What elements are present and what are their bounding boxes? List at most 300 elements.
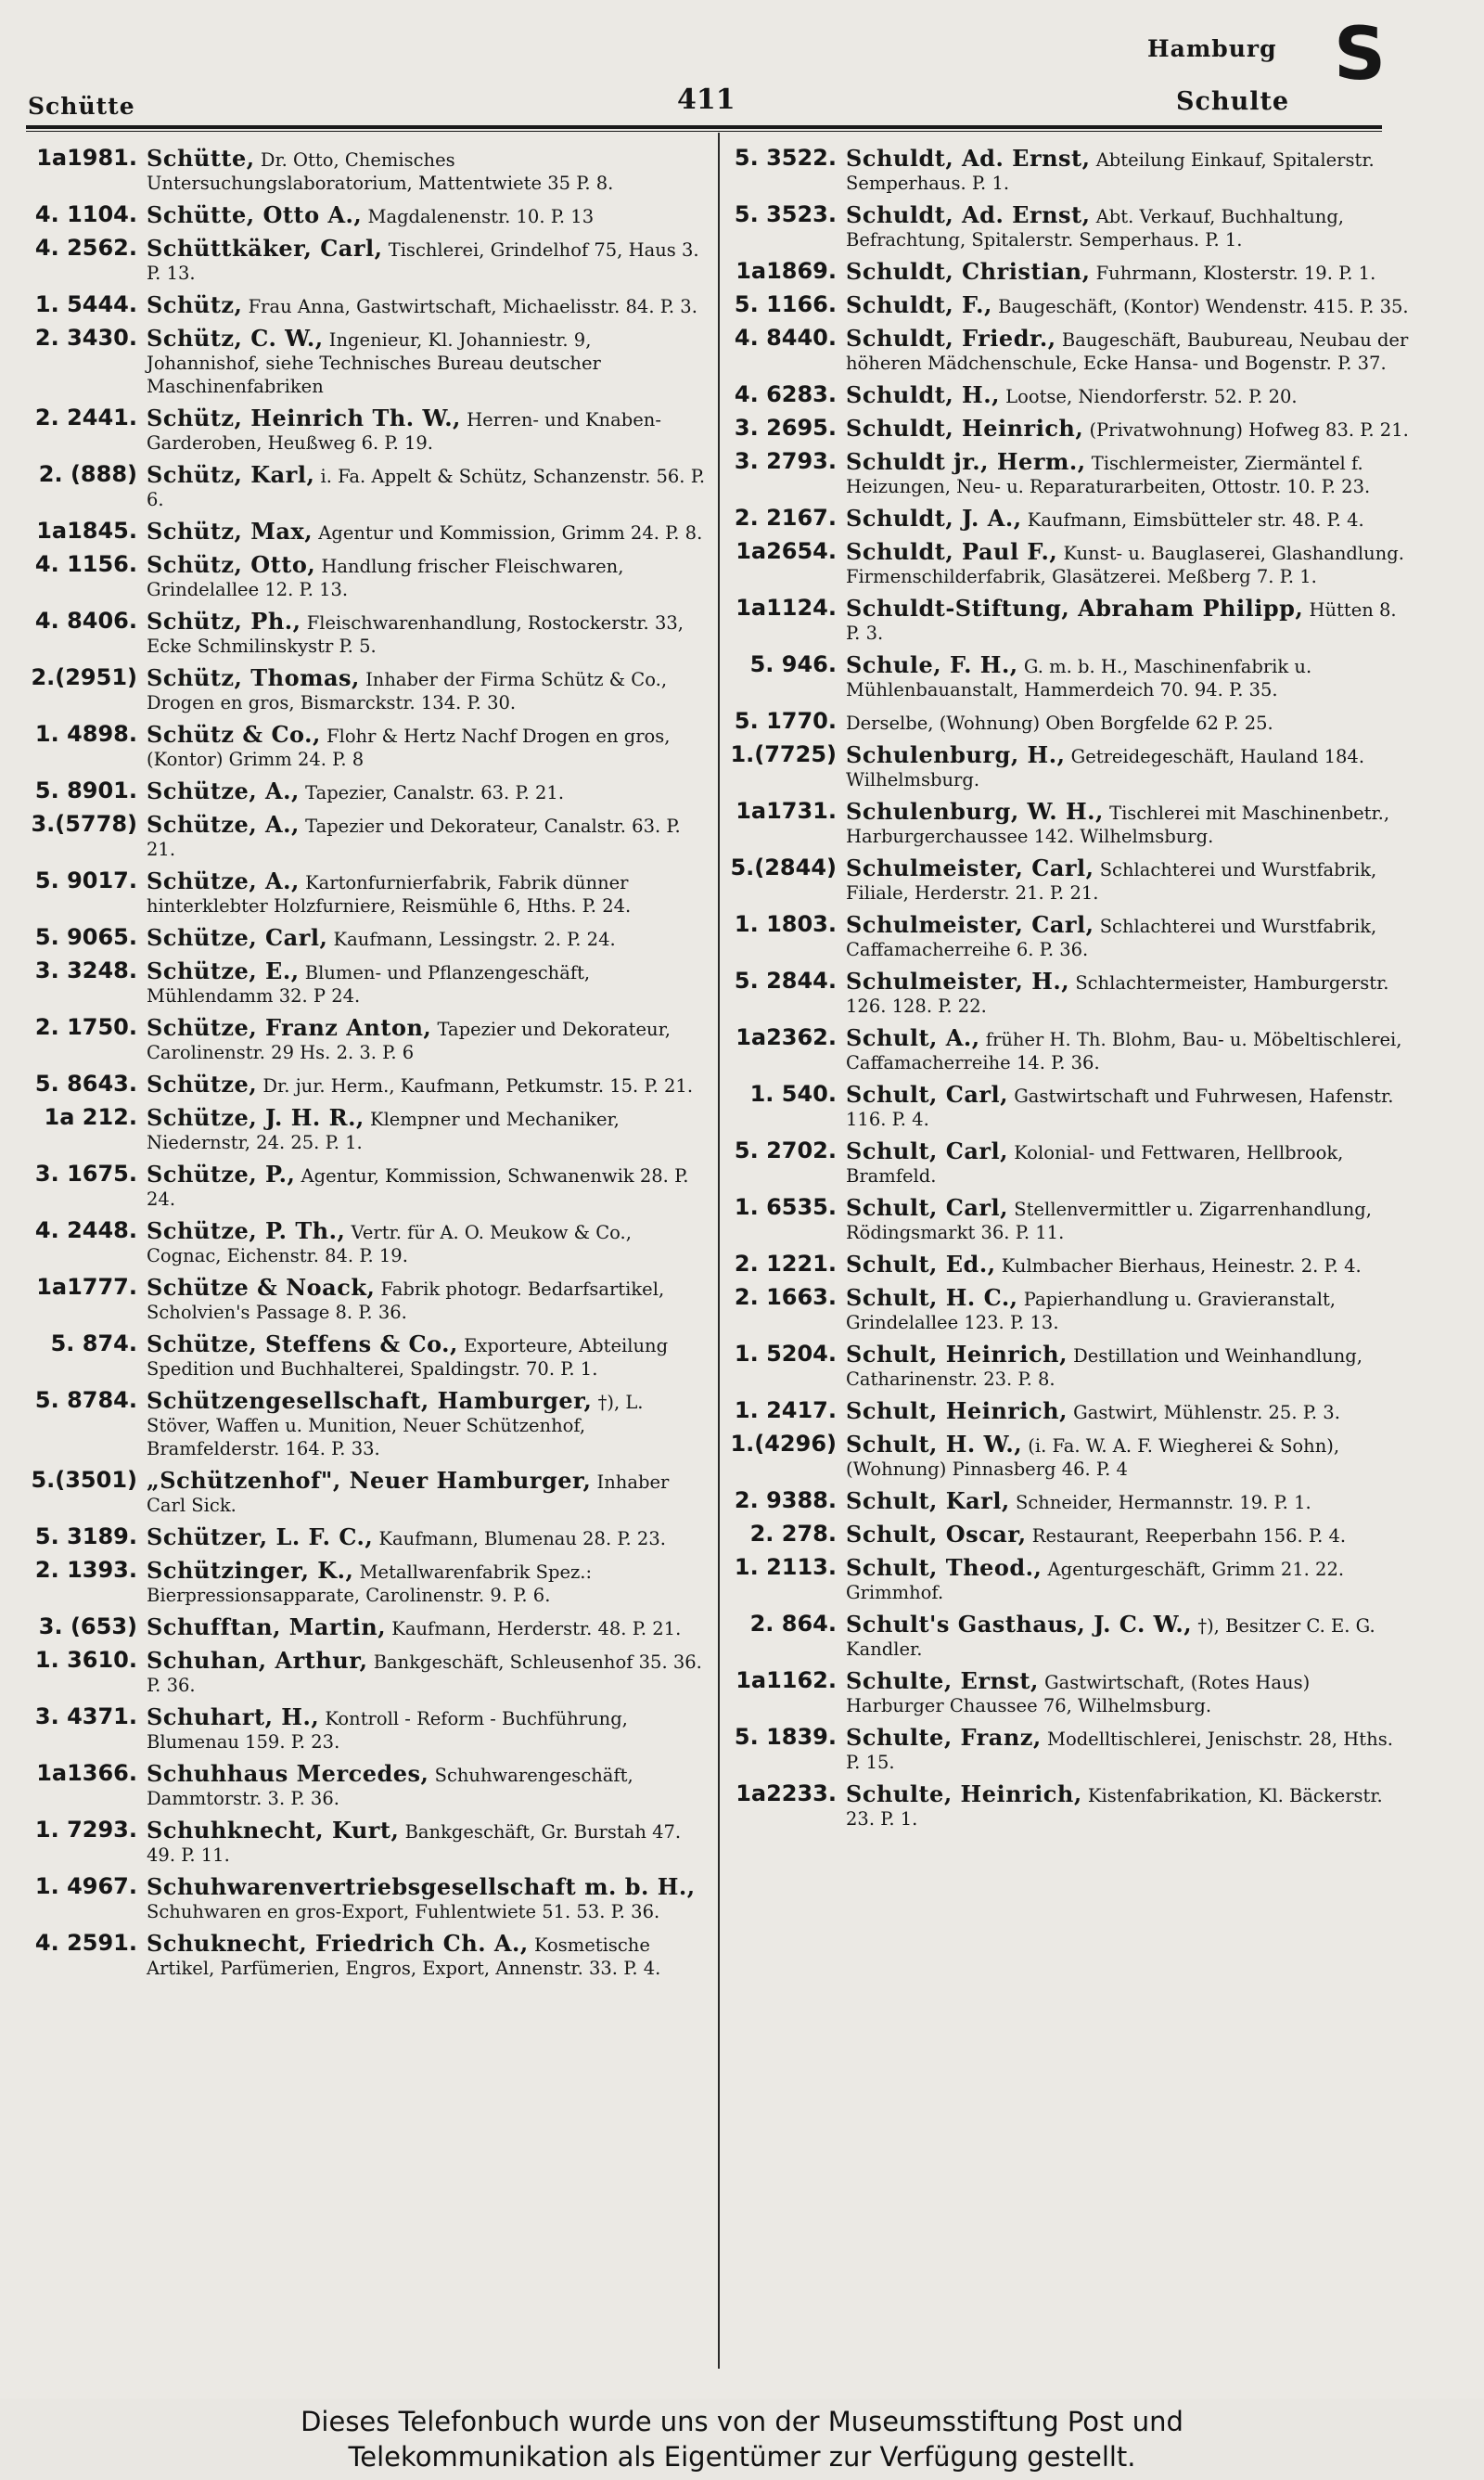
entry-text xyxy=(147,723,717,771)
directory-entry xyxy=(725,597,1416,645)
footer-line-2: Telekommunikation als Eigentümer zur Verfügung gestellt. xyxy=(348,2441,1136,2473)
entry-details: früher H. Th. Blohm, Bau- u. Möbeltischlerei, Caffamacherreihe 14. P. 36. xyxy=(846,1029,1402,1073)
phone-number: 1. 5444. xyxy=(34,291,137,317)
entry-details: Agentur, Kommission, Schwanenwik 28. P. 24. xyxy=(147,1165,689,1210)
entry-text xyxy=(846,856,1416,905)
directory-entry xyxy=(26,553,717,601)
entry-text xyxy=(846,1026,1416,1074)
entry-details: Vertr. für A. O. Meukow & Co., Cognac, Eichenstr. 84. P. 19. xyxy=(147,1222,632,1266)
entry-name: Schuhknecht, Kurt, xyxy=(147,1817,400,1844)
entry-text xyxy=(846,913,1416,961)
entry-details: Lootse, Niendorferstr. 52. P. 20. xyxy=(1005,386,1298,407)
entry-details: Flohr & Hertz Nachf Drogen en gros, (Kontor) Grimm 24. P. 8 xyxy=(147,726,671,770)
phone-number: 5. 1770. xyxy=(734,708,837,734)
phone-number: 1. 5204. xyxy=(734,1341,837,1367)
directory-entry xyxy=(26,1106,717,1154)
directory-entry xyxy=(725,507,1416,532)
entry-text xyxy=(147,1875,717,1923)
phone-number: 2. 3430. xyxy=(34,325,137,351)
directory-entry xyxy=(725,1556,1416,1604)
entry-name: Schütz, xyxy=(147,291,243,318)
footer-line-1: Dieses Telefonbuch wurde uns von der Museumsstiftung Post und xyxy=(301,2406,1183,2437)
phone-number: 2. (888) xyxy=(38,461,137,487)
phone-number: 3. 3248. xyxy=(34,957,137,983)
entry-text xyxy=(147,1818,717,1867)
phone-number: 1a1124. xyxy=(736,595,837,621)
header-rule xyxy=(26,125,1382,129)
entry-details: Agentur und Kommission, Grimm 24. P. 8. xyxy=(318,522,703,544)
entry-details: Kartonfurnierfabrik, Fabrik dünner hinterklebter Holzfurniere, Reismühle 6, Hths. P. 24. xyxy=(147,872,632,917)
entry-text xyxy=(147,1016,717,1064)
phone-number: 1a1162. xyxy=(736,1667,837,1693)
directory-entry xyxy=(26,520,717,545)
directory-entry xyxy=(725,1139,1416,1188)
entry-details: Getreidegeschäft, Hauland 184. Wilhelmsburg. xyxy=(846,746,1365,790)
phone-number: 1a 212. xyxy=(44,1104,137,1130)
entry-name: Schulmeister, Carl, xyxy=(846,911,1094,938)
phone-number: 1a1981. xyxy=(36,145,137,171)
entry-details: Stellenvermittler u. Zigarrenhandlung, Rödingsmarkt 36. P. 11. xyxy=(846,1199,1372,1243)
entry-name: Schulte, Heinrich, xyxy=(846,1780,1082,1807)
phone-number: 5. 8643. xyxy=(34,1071,137,1097)
phone-number: 3. 2695. xyxy=(734,415,837,441)
phone-number: 5. 8901. xyxy=(34,777,137,803)
phone-number: 1. 2113. xyxy=(734,1554,837,1580)
entry-text xyxy=(846,147,1416,195)
entry-name: Schuknecht, Friedrich Ch. A., xyxy=(147,1930,529,1957)
phone-number: 2. 9388. xyxy=(734,1487,837,1513)
running-head-city: Hamburg xyxy=(1147,35,1277,62)
entry-text xyxy=(147,1525,717,1550)
entry-name: Schult, Carl, xyxy=(846,1194,1009,1221)
entry-text xyxy=(846,1253,1416,1278)
page-number: 411 xyxy=(677,84,736,116)
entry-name: Schuldt, Heinrich, xyxy=(846,415,1084,442)
directory-entry xyxy=(26,869,717,918)
phone-number: 1.(4296) xyxy=(730,1431,837,1457)
entry-text xyxy=(846,507,1416,532)
entry-text xyxy=(147,237,717,285)
entry-name: Schütze, Carl, xyxy=(147,924,328,951)
entry-name: Schult, Carl, xyxy=(846,1137,1009,1164)
entry-text xyxy=(147,553,717,601)
entry-name: Schütze, P. Th., xyxy=(147,1217,346,1244)
entry-details: Baugeschäft, Baubureau, Neubau der höheren Mädchenschule, Ecke Hansa- und Bogenstr. P. 37. xyxy=(846,329,1409,374)
entry-name: Schütze, P., xyxy=(147,1161,296,1188)
entry-name: Schütze, E., xyxy=(147,957,300,984)
entry-text xyxy=(846,1286,1416,1334)
entry-text xyxy=(846,1489,1416,1514)
directory-entry xyxy=(26,1762,717,1810)
directory-entry xyxy=(26,237,717,285)
entry-text xyxy=(147,1762,717,1810)
entry-name: Schulte, Franz, xyxy=(846,1724,1042,1751)
entry-text xyxy=(147,1932,717,1980)
section-letter: S xyxy=(1334,13,1387,96)
entry-name: Schult, Oscar, xyxy=(846,1521,1027,1548)
directory-entry xyxy=(725,653,1416,701)
entry-details: Ingenieur, Kl. Johanniestr. 9, Johannishof, siehe Technisches Bureau deutscher Maschinenfabriken xyxy=(147,329,601,397)
entry-name: Schulmeister, H., xyxy=(846,968,1070,995)
entry-name: Schulenburg, W. H., xyxy=(846,798,1104,825)
directory-entry xyxy=(26,406,717,455)
directory-entry xyxy=(725,1433,1416,1481)
entry-details: Blumen- und Pflanzengeschäft, Mühlendamm 32. P 24. xyxy=(147,962,591,1007)
phone-number: 4. 1156. xyxy=(34,551,137,577)
entry-details: Tapezier und Dekorateur, Carolinenstr. 29 Hs. 2. 3. P. 6 xyxy=(147,1019,671,1063)
phone-number: 4. 2448. xyxy=(34,1217,137,1243)
entry-name: Schult's Gasthaus, J. C. W., xyxy=(846,1611,1193,1638)
directory-entry xyxy=(725,327,1416,375)
entry-text xyxy=(147,1615,717,1640)
phone-number: 2. 2167. xyxy=(734,505,837,531)
entry-details: Abteilung Einkauf, Spitalerstr. Semperhaus. P. 1. xyxy=(846,149,1375,194)
phone-number: 1a1731. xyxy=(736,798,837,824)
phone-number: 2. 1750. xyxy=(34,1014,137,1040)
entry-details: †), L. Stöver, Waffen u. Munition, Neuer Schützenhof, Bramfelderstr. 164. P. 33. xyxy=(147,1392,644,1459)
entry-details: Magdalenenstr. 10. P. 13 xyxy=(367,206,595,227)
phone-number: 5. 946. xyxy=(749,651,837,677)
entry-name: Schufftan, Martin, xyxy=(147,1613,387,1640)
directory-entry xyxy=(725,203,1416,251)
directory-entry xyxy=(725,1083,1416,1131)
entry-details: Gastwirtschaft, (Rotes Haus) Harburger Chaussee 76, Wilhelmsburg. xyxy=(846,1672,1311,1716)
entry-text xyxy=(846,710,1416,735)
directory-entry xyxy=(26,1818,717,1867)
entry-name: Schuldt, Friedr., xyxy=(846,325,1056,352)
entry-text xyxy=(147,1073,717,1098)
phone-number: 1a2362. xyxy=(736,1024,837,1050)
entry-details: Kaufmann, Lessingstr. 2. P. 24. xyxy=(333,929,616,950)
phone-number: 2. 2441. xyxy=(34,405,137,430)
directory-entry xyxy=(26,147,717,195)
entry-details: Kolonial- und Fettwaren, Hellbrook, Bramfeld. xyxy=(846,1142,1344,1187)
entry-text xyxy=(147,293,717,318)
entry-details: Fabrik photogr. Bedarfsartikel, Scholvien's Passage 8. P. 36. xyxy=(147,1279,665,1323)
entry-details: Dr. jur. Herm., Kaufmann, Petkumstr. 15. P. 21. xyxy=(262,1075,694,1097)
entry-text xyxy=(147,1649,717,1697)
directory-entry xyxy=(725,260,1416,285)
entry-name: Schütze, A., xyxy=(147,867,300,894)
phone-number: 2. 1221. xyxy=(734,1251,837,1277)
entry-name: Schuhan, Arthur, xyxy=(147,1647,368,1674)
entry-details: Tischlerei mit Maschinenbetr., Harburgerchaussee 142. Wilhelmsburg. xyxy=(846,803,1390,847)
entry-details: Dr. Otto, Chemisches Untersuchungslaboratorium, Mattentwiete 35 P. 8. xyxy=(147,149,614,194)
entry-details: Derselbe, (Wohnung) Oben Borgfelde 62 P. 25. xyxy=(846,713,1273,734)
entry-text xyxy=(846,1083,1416,1131)
directory-entry xyxy=(725,743,1416,791)
phone-number: 1a2233. xyxy=(736,1780,837,1806)
phone-number: 5. 2844. xyxy=(734,968,837,994)
entry-name: „Schützenhof", Neuer Hamburger, xyxy=(147,1467,592,1494)
directory-entry xyxy=(26,1875,717,1923)
directory-entry xyxy=(26,813,717,861)
entry-text xyxy=(147,1389,717,1460)
entry-name: Schützer, L. F. C., xyxy=(147,1523,374,1550)
entry-text xyxy=(147,1705,717,1754)
entry-text xyxy=(147,959,717,1008)
directory-entry xyxy=(26,203,717,228)
entry-details: Schuhwarengeschäft, Dammtorstr. 3. P. 36. xyxy=(147,1765,633,1809)
phone-number: 4. 2562. xyxy=(34,235,137,261)
entry-name: Schult, Karl, xyxy=(846,1487,1010,1514)
entry-text xyxy=(846,1523,1416,1548)
directory-entry xyxy=(725,1669,1416,1717)
entry-details: Kosmetische Artikel, Parfümerien, Engros, Export, Annenstr. 33. P. 4. xyxy=(147,1934,661,1979)
entry-name: Schult, A., xyxy=(846,1024,980,1051)
phone-number: 3. 4371. xyxy=(34,1703,137,1729)
entry-name: Schuhart, H., xyxy=(147,1703,320,1730)
entry-text xyxy=(147,666,717,714)
entry-details: Kaufmann, Herderstr. 48. P. 21. xyxy=(391,1618,682,1639)
entry-details: Metallwarenfabrik Spez.: Bierpressionsapparate, Carolinenstr. 9. P. 6. xyxy=(147,1561,593,1606)
entry-name: Schuldt, F., xyxy=(846,291,992,318)
phone-number: 5. 9017. xyxy=(34,867,137,893)
entry-details: Tapezier und Dekorateur, Canalstr. 63. P. 21. xyxy=(147,816,681,860)
phone-number: 1. 4898. xyxy=(34,721,137,747)
entry-text xyxy=(846,1726,1416,1774)
phone-number: 2. 864. xyxy=(749,1611,837,1637)
entry-name: Schütz, Max, xyxy=(147,518,313,545)
entry-details: Schuhwaren en gros-Export, Fuhlentwiete 51. 53. P. 36. xyxy=(147,1901,660,1922)
directory-entry xyxy=(26,723,717,771)
directory-entry xyxy=(26,293,717,318)
entry-name: Schult, Heinrich, xyxy=(846,1397,1068,1424)
entry-name: Schult, Theod., xyxy=(846,1554,1043,1581)
entry-text xyxy=(147,147,717,195)
entry-text xyxy=(846,417,1416,442)
entry-text xyxy=(846,203,1416,251)
phone-number: 4. 1104. xyxy=(34,201,137,227)
entry-name: Schütz, Ph., xyxy=(147,608,301,635)
phone-number: 3.(5778) xyxy=(31,811,137,837)
left-column xyxy=(26,147,717,1988)
entry-details: Kaufmann, Blumenau 28. P. 23. xyxy=(378,1528,666,1549)
directory-entry xyxy=(26,610,717,658)
directory-entry xyxy=(725,450,1416,498)
directory-entry xyxy=(26,1932,717,1980)
entry-text xyxy=(147,869,717,918)
entry-name: Schuldt, Ad. Ernst, xyxy=(846,201,1091,228)
entry-details: Abt. Verkauf, Buchhaltung, Befrachtung, Spitalerstr. Semperhaus. P. 1. xyxy=(846,206,1344,251)
entry-details: Agenturgeschäft, Grimm 21. 22. Grimmhof. xyxy=(846,1559,1345,1603)
entry-details: Frau Anna, Gastwirtschaft, Michaelisstr. 84. P. 3. xyxy=(248,296,697,317)
entry-text xyxy=(846,1669,1416,1717)
directory-entry xyxy=(725,1343,1416,1391)
entry-details: Bankgeschäft, Gr. Burstah 47. 49. P. 11. xyxy=(147,1821,682,1866)
entry-name: Schütze, A., xyxy=(147,777,300,804)
entry-name: Schütz, Otto, xyxy=(147,551,316,578)
phone-number: 5. 2702. xyxy=(734,1137,837,1163)
entry-details: (i. Fa. W. A. F. Wiegherei & Sohn), (Wohnung) Pinnasberg 46. P. 4 xyxy=(846,1435,1340,1480)
phone-number: 4. 8406. xyxy=(34,608,137,634)
entry-details: Gastwirtschaft und Fuhrwesen, Hafenstr. 116. P. 4. xyxy=(846,1086,1394,1130)
phone-number: 5. 3523. xyxy=(734,201,837,227)
entry-details: Fuhrmann, Klosterstr. 19. P. 1. xyxy=(1095,263,1376,284)
directory-entry xyxy=(26,1525,717,1550)
entry-text xyxy=(147,520,717,545)
entry-name: Schütz, Heinrich Th. W., xyxy=(147,405,461,431)
directory-entry xyxy=(26,779,717,804)
phone-number: 1. 3610. xyxy=(34,1647,137,1673)
entry-details: Papierhandlung u. Gravieranstalt, Grindelallee 123. P. 13. xyxy=(846,1289,1336,1333)
entry-name: Schützinger, K., xyxy=(147,1557,354,1584)
entry-text xyxy=(846,1782,1416,1831)
entry-name: Schüttkäker, Carl, xyxy=(147,235,383,262)
entry-name: Schütze, A., xyxy=(147,811,300,838)
phone-number: 1a1777. xyxy=(36,1274,137,1300)
entry-name: Schuldt-Stiftung, Abraham Philipp, xyxy=(846,595,1304,622)
directory-entry xyxy=(725,1399,1416,1424)
entry-text xyxy=(846,1399,1416,1424)
entry-details: Destillation und Weinhandlung, Catharinenstr. 23. P. 8. xyxy=(846,1345,1362,1390)
phone-number: 5. 1166. xyxy=(734,291,837,317)
directory-entry xyxy=(26,926,717,951)
entry-text xyxy=(846,450,1416,498)
right-column xyxy=(725,147,1416,1839)
entry-name: Schütz, Thomas, xyxy=(147,664,360,691)
entry-text xyxy=(147,406,717,455)
entry-name: Schult, Carl, xyxy=(846,1081,1009,1108)
entry-text xyxy=(147,926,717,951)
entry-details: Exporteure, Abteilung Spedition und Buchhalterei, Spaldingstr. 70. P. 1. xyxy=(147,1335,669,1380)
phone-number: 5. 3189. xyxy=(34,1523,137,1549)
phone-number: 4. 6283. xyxy=(734,381,837,407)
directory-entry xyxy=(725,417,1416,442)
entry-text xyxy=(147,1332,717,1381)
phone-number: 1. 4967. xyxy=(34,1873,137,1899)
directory-entry xyxy=(725,970,1416,1018)
directory-entry xyxy=(26,1016,717,1064)
directory-entry xyxy=(725,1286,1416,1334)
directory-entry xyxy=(725,1253,1416,1278)
entry-details: (Privatwohnung) Hofweg 83. P. 21. xyxy=(1089,419,1409,441)
phone-number: 1. 1803. xyxy=(734,911,837,937)
directory-entry xyxy=(725,1196,1416,1244)
entry-details: Fleischwarenhandlung, Rostockerstr. 33, Ecke Schmilinskystr P. 5. xyxy=(147,612,684,657)
entry-details: Modelltischlerei, Jenischstr. 28, Hths. P. 15. xyxy=(846,1728,1393,1773)
entry-details: Tischlerei, Grindelhof 75, Haus 3. P. 13. xyxy=(147,239,699,284)
entry-name: Schuldt, Paul F., xyxy=(846,538,1058,565)
phone-number: 1. 2417. xyxy=(734,1397,837,1423)
phone-number: 1. 7293. xyxy=(34,1817,137,1843)
entry-name: Schuldt, H., xyxy=(846,381,1000,408)
entry-details: Schneider, Hermannstr. 19. P. 1. xyxy=(1016,1492,1311,1513)
phone-number: 3. 1675. xyxy=(34,1161,137,1187)
directory-entry xyxy=(26,666,717,714)
phone-number: 1a1845. xyxy=(36,518,137,544)
phone-number: 4. 2591. xyxy=(34,1930,137,1956)
directory-entry xyxy=(26,959,717,1008)
entry-details: Schlachterei und Wurstfabrik, Caffamacherreihe 6. P. 36. xyxy=(846,916,1377,960)
directory-entry xyxy=(26,327,717,398)
entry-text xyxy=(147,1276,717,1324)
entry-details: Kaufmann, Eimsbütteler str. 48. P. 4. xyxy=(1027,509,1364,531)
entry-details: Inhaber der Firma Schütz & Co., Drogen en gros, Bismarckstr. 134. P. 30. xyxy=(147,669,668,713)
entry-text xyxy=(147,463,717,511)
directory-entry xyxy=(26,1649,717,1697)
entry-name: Schult, H. W., xyxy=(846,1431,1023,1458)
entry-details: Restaurant, Reeperbahn 156. P. 4. xyxy=(1031,1525,1347,1547)
entry-name: Schuhhaus Mercedes, xyxy=(147,1760,429,1787)
entry-name: Schuldt, J. A., xyxy=(846,505,1022,532)
running-head-left: Schütte xyxy=(28,93,135,120)
directory-entry xyxy=(26,1559,717,1607)
phone-number: 5. 9065. xyxy=(34,924,137,950)
phone-number: 3. (653) xyxy=(38,1613,137,1639)
entry-details: G. m. b. H., Maschinenfabrik u. Mühlenbauanstalt, Hammerdeich 70. 94. P. 35. xyxy=(846,656,1312,700)
directory-entry xyxy=(725,710,1416,735)
directory-entry xyxy=(26,1705,717,1754)
entry-text xyxy=(846,383,1416,408)
directory-entry xyxy=(26,463,717,511)
entry-name: Schulte, Ernst, xyxy=(846,1667,1039,1694)
phone-number: 5.(3501) xyxy=(31,1467,137,1493)
entry-details: Tapezier, Canalstr. 63. P. 21. xyxy=(305,782,565,803)
phone-number: 5. 3522. xyxy=(734,145,837,171)
directory-entry xyxy=(725,1489,1416,1514)
phone-number: 1. 540. xyxy=(749,1081,837,1107)
entry-name: Schuldt, Ad. Ernst, xyxy=(846,145,1091,172)
phone-number: 1a2654. xyxy=(736,538,837,564)
entry-name: Schütz, Karl, xyxy=(147,461,315,488)
entry-text xyxy=(846,597,1416,645)
directory-entry xyxy=(725,147,1416,195)
entry-details: Hütten 8. P. 3. xyxy=(846,599,1397,644)
entry-text xyxy=(147,1163,717,1211)
entry-name: Schütte, Otto A., xyxy=(147,201,363,228)
entry-text xyxy=(846,1433,1416,1481)
entry-text xyxy=(846,1196,1416,1244)
entry-details: †), Besitzer C. E. G. Kandler. xyxy=(846,1615,1375,1660)
entry-text xyxy=(147,1469,717,1517)
entry-text xyxy=(846,653,1416,701)
entry-name: Schütze, xyxy=(147,1071,258,1098)
footer-notice xyxy=(0,2398,1484,2480)
entry-details: Herren- und Knaben-Garderoben, Heußweg 6. P. 19. xyxy=(147,409,661,454)
entry-text xyxy=(846,1139,1416,1188)
phone-number: 5. 8784. xyxy=(34,1387,137,1413)
directory-entry xyxy=(725,800,1416,848)
entry-text xyxy=(846,743,1416,791)
entry-text xyxy=(147,1219,717,1267)
entry-details: Schlachtermeister, Hamburgerstr. 126. 128. P. 22. xyxy=(846,972,1389,1017)
entry-name: Schuhwarenvertriebsgesellschaft m. b. H., xyxy=(147,1873,696,1900)
entry-name: Schulmeister, Carl, xyxy=(846,855,1094,881)
entry-text xyxy=(147,203,717,228)
directory-entry xyxy=(725,1726,1416,1774)
entry-text xyxy=(147,1106,717,1154)
phone-number: 1a1869. xyxy=(736,258,837,284)
entry-details: Klempner und Mechaniker, Niedernstr, 24. 25. P. 1. xyxy=(147,1109,620,1153)
directory-entry xyxy=(725,1613,1416,1661)
directory-entry xyxy=(725,913,1416,961)
entry-text xyxy=(846,1613,1416,1661)
entry-name: Schütz & Co., xyxy=(147,721,321,748)
entry-details: Handlung frischer Fleischwaren, Grindelallee 12. P. 13. xyxy=(147,556,624,600)
entry-name: Schulenburg, H., xyxy=(846,741,1066,768)
entry-text xyxy=(846,1556,1416,1604)
entry-text xyxy=(846,800,1416,848)
entry-text xyxy=(147,610,717,658)
entry-text xyxy=(147,813,717,861)
directory-entry xyxy=(725,856,1416,905)
entry-text xyxy=(846,293,1416,318)
column-divider xyxy=(718,133,720,2369)
entry-text xyxy=(846,970,1416,1018)
phone-number: 1.(7725) xyxy=(730,741,837,767)
directory-entry xyxy=(26,1163,717,1211)
